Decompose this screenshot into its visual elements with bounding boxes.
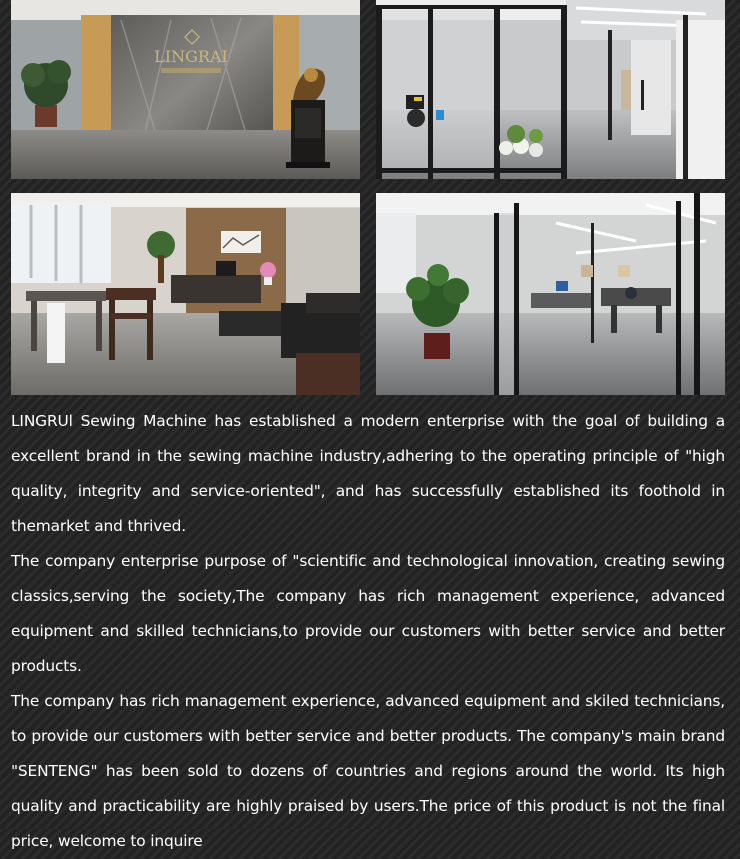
description-paragraph-2: The company enterprise purpose of "scientific and technological innovation, creating sewing classics,serving the society,The company has rich management experience, advanced equipment and skilled technicians,to provide our customers with better service and better products. <box>11 552 725 675</box>
description-paragraph-1: LINGRUl Sewing Machine has established a modern enterprise with the goal of building a excellent brand in the sewing machine industry,adhering to the operating principle of "high quality, integrity and service-oriented", and has successfully established its foothold in themarket and thrived. <box>11 412 725 535</box>
corridor-photo <box>376 0 725 179</box>
description-paragraph-3: The company has rich management experience, advanced equipment and skiled technicians, to provide our customers with better service and better products. The company's main brand "SENTENG" has been sold to dozens of countries and regions around the world. Its high quality and practicability are highly praised by users.The price of this product is not the final price, welcome to inquire <box>11 692 725 850</box>
company-description <box>11 404 725 859</box>
reception-photo <box>11 0 360 179</box>
executive-office-photo <box>11 193 360 395</box>
open-office-photo <box>376 193 725 395</box>
logo-text: LINGRAI <box>154 47 228 66</box>
